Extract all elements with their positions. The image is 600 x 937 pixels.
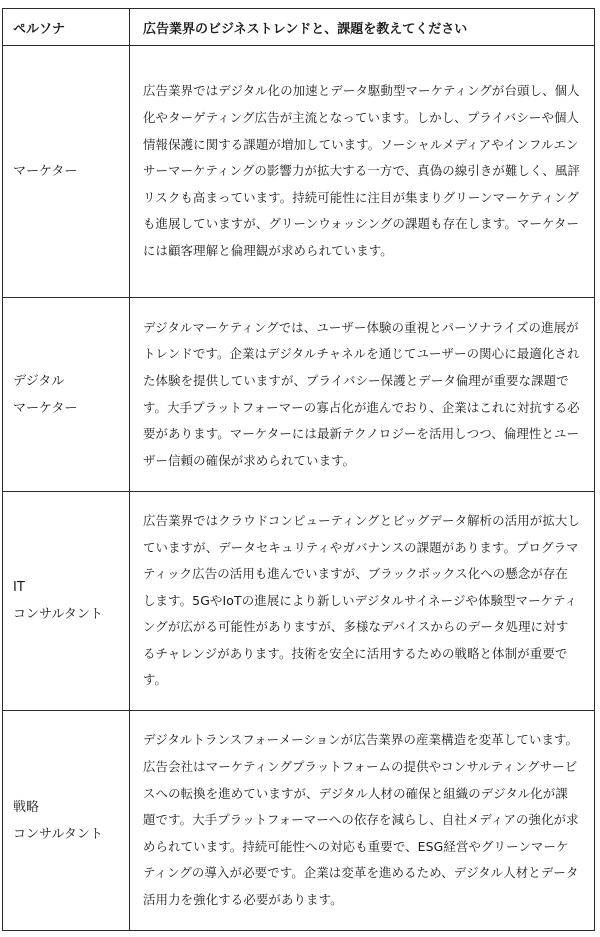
persona-cell: マーケター [3,46,130,298]
answer-cell: 広告業界ではデジタル化の加速とデータ駆動型マーケティングが台頭し、個人化やターゲティング広告が主流となっています。しかし、プライバシーや個人情報保護に関する課題が増加しています。ソーシャルメディアやインフルエンサーマーケティングの影響力が拡大する一方で、真偽の線引きが難しく、風評リスクも高まっています。持続可能性に注目が集まりグリーンマーケティングも進展していますが、グリーンウォッシングの課題も存在します。マーケターには顧客理解と倫理観が求められています。 [130,46,595,298]
answer-cell: デジタルトランスフォーメーションが広告業界の産業構造を変革しています。広告会社はマーケティングプラットフォームの提供やコンサルティングサービスへの転換を進めていますが、デジタル人材の確保と組織のデジタル化が課題です。大手プラットフォーマーへの依存を減らし、自社メディアの強化が求められています。持続可能性への対応も重要で、ESG経営やグリーンマーケティングの導入が必要です。企業は変革を進めるため、デジタル人材とデータ活用力を強化する必要があります。 [130,711,595,931]
header-persona: ペルソナ [3,9,130,46]
table-row [3,298,595,492]
header-question: 広告業界のビジネストレンドと、課題を教えてください [130,9,595,46]
persona-cell: デジタル マーケター [3,298,130,492]
persona-cell: 戦略 コンサルタント [3,711,130,931]
table-row [3,711,595,931]
answer-cell: 広告業界ではクラウドコンピューティングとビッグデータ解析の活用が拡大していますが、データセキュリティやガバナンスの課題があります。プログラマティック広告の活用も進んでいますが、ブラックボックス化への懸念が存在します。5GやIoTの進展により新しいデジタルサイネージや体験型マーケティングが広がる可能性がありますが、多様なデバイスからのデータ処理に対するチャレンジがあります。技術を安全に活用するための戦略と体制が重要です。 [130,492,595,711]
persona-cell: IT コンサルタント [3,492,130,711]
persona-trends-table [2,8,595,931]
answer-cell: デジタルマーケティングでは、ユーザー体験の重視とパーソナライズの進展がトレンドです。企業はデジタルチャネルを通じてユーザーの関心に最適化された体験を提供していますが、プライバシー保護とデータ倫理が重要な課題です。大手プラットフォーマーの寡占化が進んでおり、企業はこれに対抗する必要があります。マーケターには最新テクノロジーを活用しつつ、倫理性とユーザー信頼の確保が求められています。 [130,298,595,492]
table-row [3,46,595,298]
table-header-row [3,9,595,46]
table-row [3,492,595,711]
